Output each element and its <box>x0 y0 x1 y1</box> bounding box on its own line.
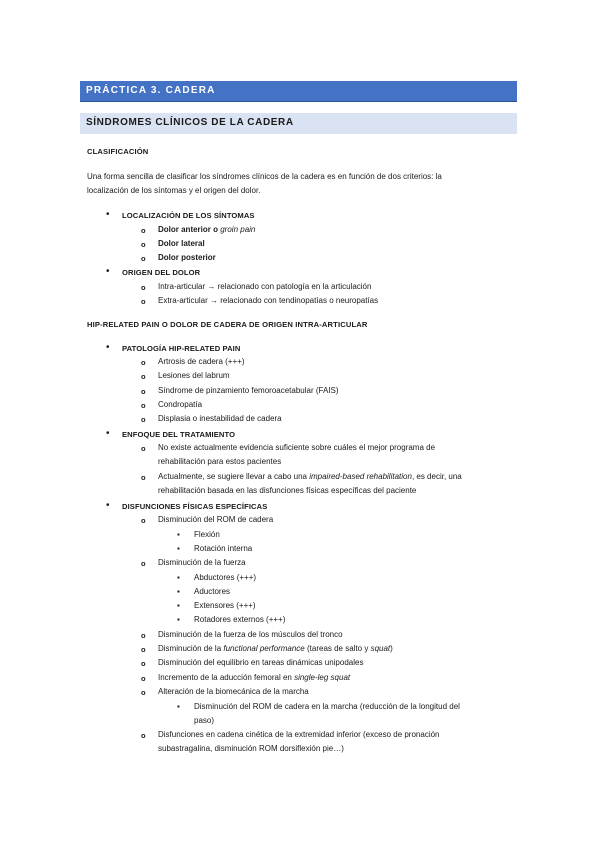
bullet-square <box>177 544 180 554</box>
patologia-item: Displasia o inestabilidad de cadera <box>158 414 282 423</box>
bullet-o <box>141 674 146 684</box>
fuerza-item: Aductores <box>194 587 231 596</box>
origen-item-intra: Intra-articular → relacionado con patología en la articulación <box>158 282 372 291</box>
origen-label: ORIGEN DEL DOLOR <box>122 268 201 277</box>
fuerza-item: Abductores (+++) <box>194 573 257 582</box>
bullet-square <box>177 615 180 625</box>
section-title: SÍNDROMES CLÍNICOS DE LA CADERA <box>86 117 294 128</box>
bullet-dot <box>106 267 110 277</box>
loc-item-lateral: Dolor lateral <box>158 239 205 248</box>
enfoque-item-1-line2: rehabilitación para estos pacientes <box>158 457 282 466</box>
bullet-o <box>141 297 146 307</box>
bullet-o <box>141 473 146 483</box>
bullet-square <box>177 702 180 712</box>
bullet-o <box>141 401 146 411</box>
bullet-o <box>141 415 146 425</box>
loc-item-anterior: Dolor anterior o groin pain <box>158 225 256 234</box>
bullet-o <box>141 254 146 264</box>
bullet-o <box>141 283 146 293</box>
bullet-o <box>141 659 146 669</box>
cadena-item-line2: subastragalina, disminución ROM dorsiflexión pie…) <box>158 744 344 753</box>
marcha-item-line1: Disminución del ROM de cadera en la marcha (reducción de la longitud del <box>194 702 460 711</box>
practice-title-banner <box>80 81 517 102</box>
enfoque-item-2-line2: rehabilitación basada en las disfunciones físicas específicas del paciente <box>158 486 417 495</box>
enfoque-label: ENFOQUE DEL TRATAMIENTO <box>122 430 236 439</box>
fuerza-item: Rotadores externos (+++) <box>194 615 286 624</box>
rom-item-rotacion: Rotación interna <box>194 544 253 553</box>
equilibrio-item: Disminución del equilibrio en tareas dinámicas unipodales <box>158 658 364 667</box>
patologia-item: Síndrome de pinzamiento femoroacetabular (FAIS) <box>158 386 339 395</box>
bullet-o <box>141 358 146 368</box>
bullet-o <box>141 387 146 397</box>
bullet-dot <box>106 429 110 439</box>
bullet-o <box>141 731 146 741</box>
origen-item-extra: Extra-articular → relacionado con tendinopatías o neuropatías <box>158 296 379 305</box>
bullet-o <box>141 226 146 236</box>
bullet-dot <box>106 343 110 353</box>
patologia-item: Lesiones del labrum <box>158 371 230 380</box>
patologia-label: PATOLOGÍA HIP-RELATED PAIN <box>122 344 241 353</box>
bullet-square <box>177 530 180 540</box>
bullet-dot <box>106 210 110 220</box>
intro-line-2: localización de los síntomas y el origen del dolor. <box>87 186 261 195</box>
disfunciones-label: DISFUNCIONES FÍSICAS ESPECÍFICAS <box>122 502 268 511</box>
bullet-o <box>141 444 146 454</box>
bullet-square <box>177 601 180 611</box>
clasificacion-heading: CLASIFICACIÓN <box>87 147 149 156</box>
aduccion-item: Incremento de la aducción femoral en single-leg squat <box>158 673 351 682</box>
fuerza-item: Extensores (+++) <box>194 601 256 610</box>
bullet-o <box>141 240 146 250</box>
marcha-label: Alteración de la biomecánica de la marcha <box>158 687 309 696</box>
patologia-item: Condropatía <box>158 400 203 409</box>
rom-label: Disminución del ROM de cadera <box>158 515 274 524</box>
bullet-o <box>141 516 146 526</box>
bullet-dot <box>106 501 110 511</box>
cadena-item-line1: Disfunciones en cadena cinética de la extremidad inferior (exceso de pronación <box>158 730 440 739</box>
bullet-square <box>177 573 180 583</box>
func-performance-item: Disminución de la functional performance (tareas de salto y squat) <box>158 644 393 653</box>
marcha-item-line2: paso) <box>194 716 215 725</box>
bullet-o <box>141 631 146 641</box>
bullet-o <box>141 645 146 655</box>
rom-item-flexion: Flexión <box>194 530 220 539</box>
bullet-o <box>141 559 146 569</box>
tronco-item: Disminución de la fuerza de los músculos del tronco <box>158 630 343 639</box>
enfoque-item-2-line1: Actualmente, se sugiere llevar a cabo una impaired-based rehabilitation, es decir, una <box>158 472 462 481</box>
bullet-o <box>141 688 146 698</box>
fuerza-label: Disminución de la fuerza <box>158 558 246 567</box>
section-title-banner <box>80 113 517 134</box>
enfoque-item-1-line1: No existe actualmente evidencia suficiente sobre cuáles el mejor programa de <box>158 443 436 452</box>
loc-item-posterior: Dolor posterior <box>158 253 216 262</box>
intro-line-1: Una forma sencilla de clasificar los síndromes clínicos de la cadera es en función de dos criterios: la <box>87 172 442 181</box>
hip-heading: HIP-RELATED PAIN O DOLOR DE CADERA DE ORIGEN INTRA-ARTICULAR <box>87 320 368 329</box>
practice-title: PRÁCTICA 3. CADERA <box>86 85 216 96</box>
bullet-square <box>177 587 180 597</box>
localizacion-label: LOCALIZACIÓN DE LOS SÍNTOMAS <box>122 211 255 220</box>
patologia-item: Artrosis de cadera (+++) <box>158 357 245 366</box>
bullet-o <box>141 372 146 382</box>
